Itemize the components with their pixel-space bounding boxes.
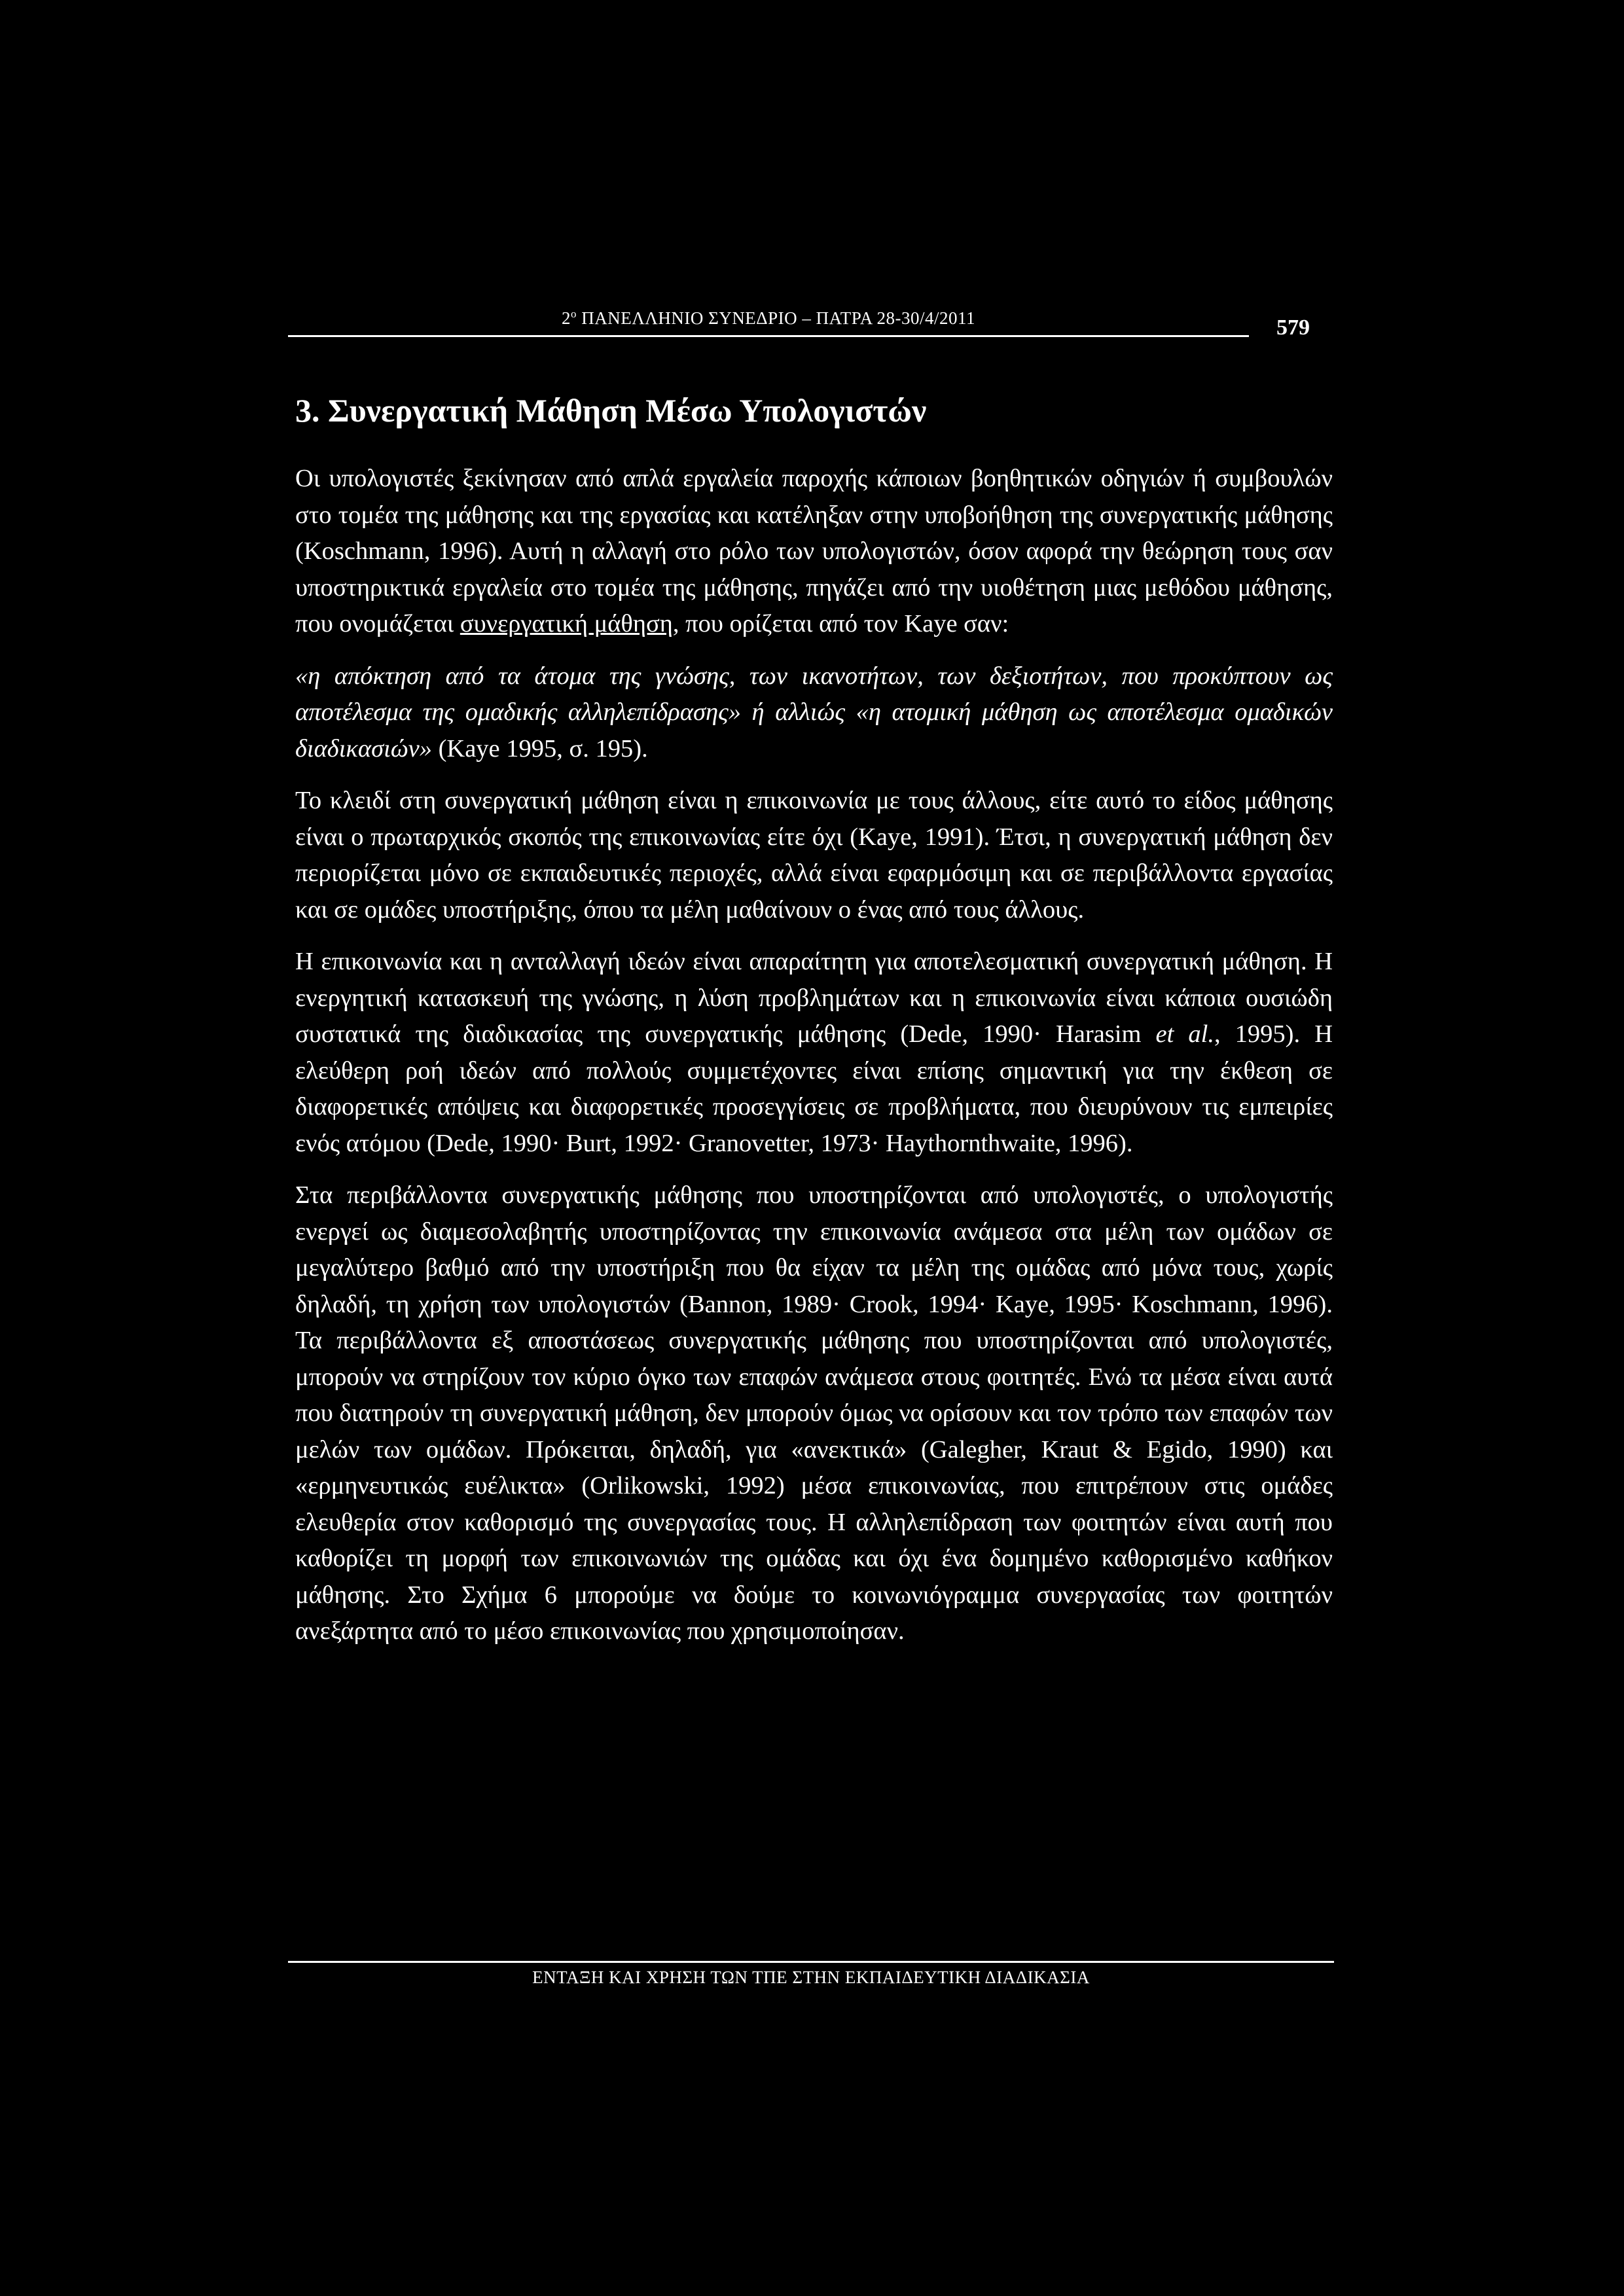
header-conference-title: ΠΑΝΕΛΛΗΝΙΟ ΣΥΝΕΔΡΙΟ – ΠΑΤΡΑ 28-30/4/2011 [576,308,976,328]
header-conference-number: 2 [561,308,571,328]
running-header [288,308,1249,329]
paragraph-4-tail: , 1995). Η ελεύθερη ροή ιδεών από πολλούς συμμετέχοντες είναι επίσης σημαντική για την έκθεση σε διαφορετικές απόψεις και διαφορετικές προσεγγίσεις σε προβλήματα, που διευρύνουν τις εμπειρίες ενός ατόμου (Dede, 1990· Burt, 1992· Granovetter, 1973· Haythornthwaite, 1996). [295,1020,1333,1157]
paragraph-4-text: Η επικοινωνία και η ανταλλαγή ιδεών είναι απαραίτητη για αποτελεσματική συνεργατική μάθηση. Η ενεργητική κατασκευή της γνώσης, η λύση προβλημάτων και η επικοινωνία είναι κάποια ουσιώδη συστατικά της διαδικασίας της συνεργατικής μάθησης (Dede, 1990· Harasim [295,948,1333,1048]
paragraph-2-quote [295,658,1333,768]
et-al: et al. [1155,1020,1214,1048]
quote-definition-1: «η απόκτηση από τα άτομα της γνώσης, των ικανοτήτων, των δεξιοτήτων, που προκύπτουν ως αποτέλεσμα της ομαδικής αλληλεπίδρασης» [295,662,1333,726]
header-rule [288,335,1249,337]
quote-definition-2: «η ατομική μάθηση ως αποτέλεσμα ομαδικών διαδικασιών» [295,698,1333,762]
header-superscript: ο [570,308,577,320]
body-text [295,461,1333,1666]
paragraph-1 [295,461,1333,643]
paragraph-4 [295,944,1333,1162]
footer-rule [288,1961,1334,1963]
paragraph-5: Στα περιβάλλοντα συνεργατικής μάθησης που υποστηρίζονται από υπολογιστές, ο υπολογιστής ενεργεί ως διαμεσολαβητής υποστηρίζοντας την επικοινωνία ανάμεσα στα μέλη των ομάδων σε μεγαλύτερο βαθμό από την υποστήριξη που θα είχαν τα μέλη της ομάδας από μόνα τους, χωρίς δηλαδή, τη χρήση των υπολογιστών (Bannon, 1989· Crook, 1994· Kaye, 1995· Koschmann, 1996). Τα περιβάλλοντα εξ αποστάσεως συνεργατικής μάθησης που υποστηρίζονται από υπολογιστές, μπορούν να στηρίζουν τον κύριο όγκο των επαφών ανάμεσα στους φοιτητές. Ενώ τα μέσα είναι αυτά που διατηρούν τη συνεργατική μάθηση, δεν μπορούν όμως να ορίσουν και τον τρόπο των επαφών των μελών των ομάδων. Πρόκειται, δηλαδή, για «ανεκτικά» (Galegher, Kraut & Egido, 1990) και «ερμηνευτικώς ευέλικτα» (Orlikowski, 1992) μέσα επικοινωνίας, που επιτρέπουν στις ομάδες ελευθερία στον καθορισμό της συνεργασίας τους. Η αλληλεπίδραση των φοιτητών είναι αυτή που καθορίζει τη μορφή των επικοινωνιών της ομάδας και όχι ένα δομημένο καθορισμένο καθήκον μάθησης. Στο Σχήμα 6 μπορούμε να δούμε το κοινωνιόγραμμα συνεργασίας των φοιτητών ανεξάρτητα από το μέσο επικοινωνίας που χρησιμοποίησαν. [295,1181,1333,1645]
paragraph-3: Το κλειδί στη συνεργατική μάθηση είναι η επικοινωνία με τους άλλους, είτε αυτό το είδος μάθησης είναι ο πρωταρχικός σκοπός της επικοινωνίας είτε όχι (Kaye, 1991). Έτσι, η συνεργατική μάθηση δεν περιορίζεται μόνο σε εκπαιδευτικές περιοχές, αλλά είναι εφαρμόσιμη και σε περιβάλλοντα εργασίας και σε ομάδες υποστήριξης, όπου τα μέλη μαθαίνουν ο ένας από τους άλλους. [295,787,1333,924]
quote-connector: ή αλλιώς [740,698,856,726]
paragraph-1-text: Οι υπολογιστές ξεκίνησαν από απλά εργαλεία παροχής κάποιων βοηθητικών οδηγιών ή συμβουλών στο τομέα της μάθησης και της εργασίας και κατέληξαν στην υποβοήθηση της συνεργατικής μάθησης (Koschmann, 1996). Αυτή η αλλαγή στο ρόλο των υπολογιστών, όσον αφορά την θεώρηση τους σαν υποστηρικτικά εργαλεία στο τομέα της μάθησης, πηγάζει από την υιοθέτηση μιας μεθόδου μάθησης, που ονομάζεται [295,465,1333,637]
quote-citation: (Kaye 1995, σ. 195). [431,734,648,762]
page-number: 579 [1276,315,1310,340]
paragraph-1-tail: , που ορίζεται από τον Kaye σαν: [672,610,1009,637]
running-footer: ΕΝΤΑΞΗ ΚΑΙ ΧΡΗΣΗ ΤΩΝ ΤΠΕ ΣΤΗΝ ΕΚΠΑΙΔΕΥΤΙΚΗ ΔΙΑΔΙΚΑΣΙΑ [532,1967,1090,1987]
section-title: 3. Συνεργατική Μάθηση Μέσω Υπολογιστών [295,392,927,429]
term-collaborative-learning: συνεργατική μάθηση [460,610,673,637]
